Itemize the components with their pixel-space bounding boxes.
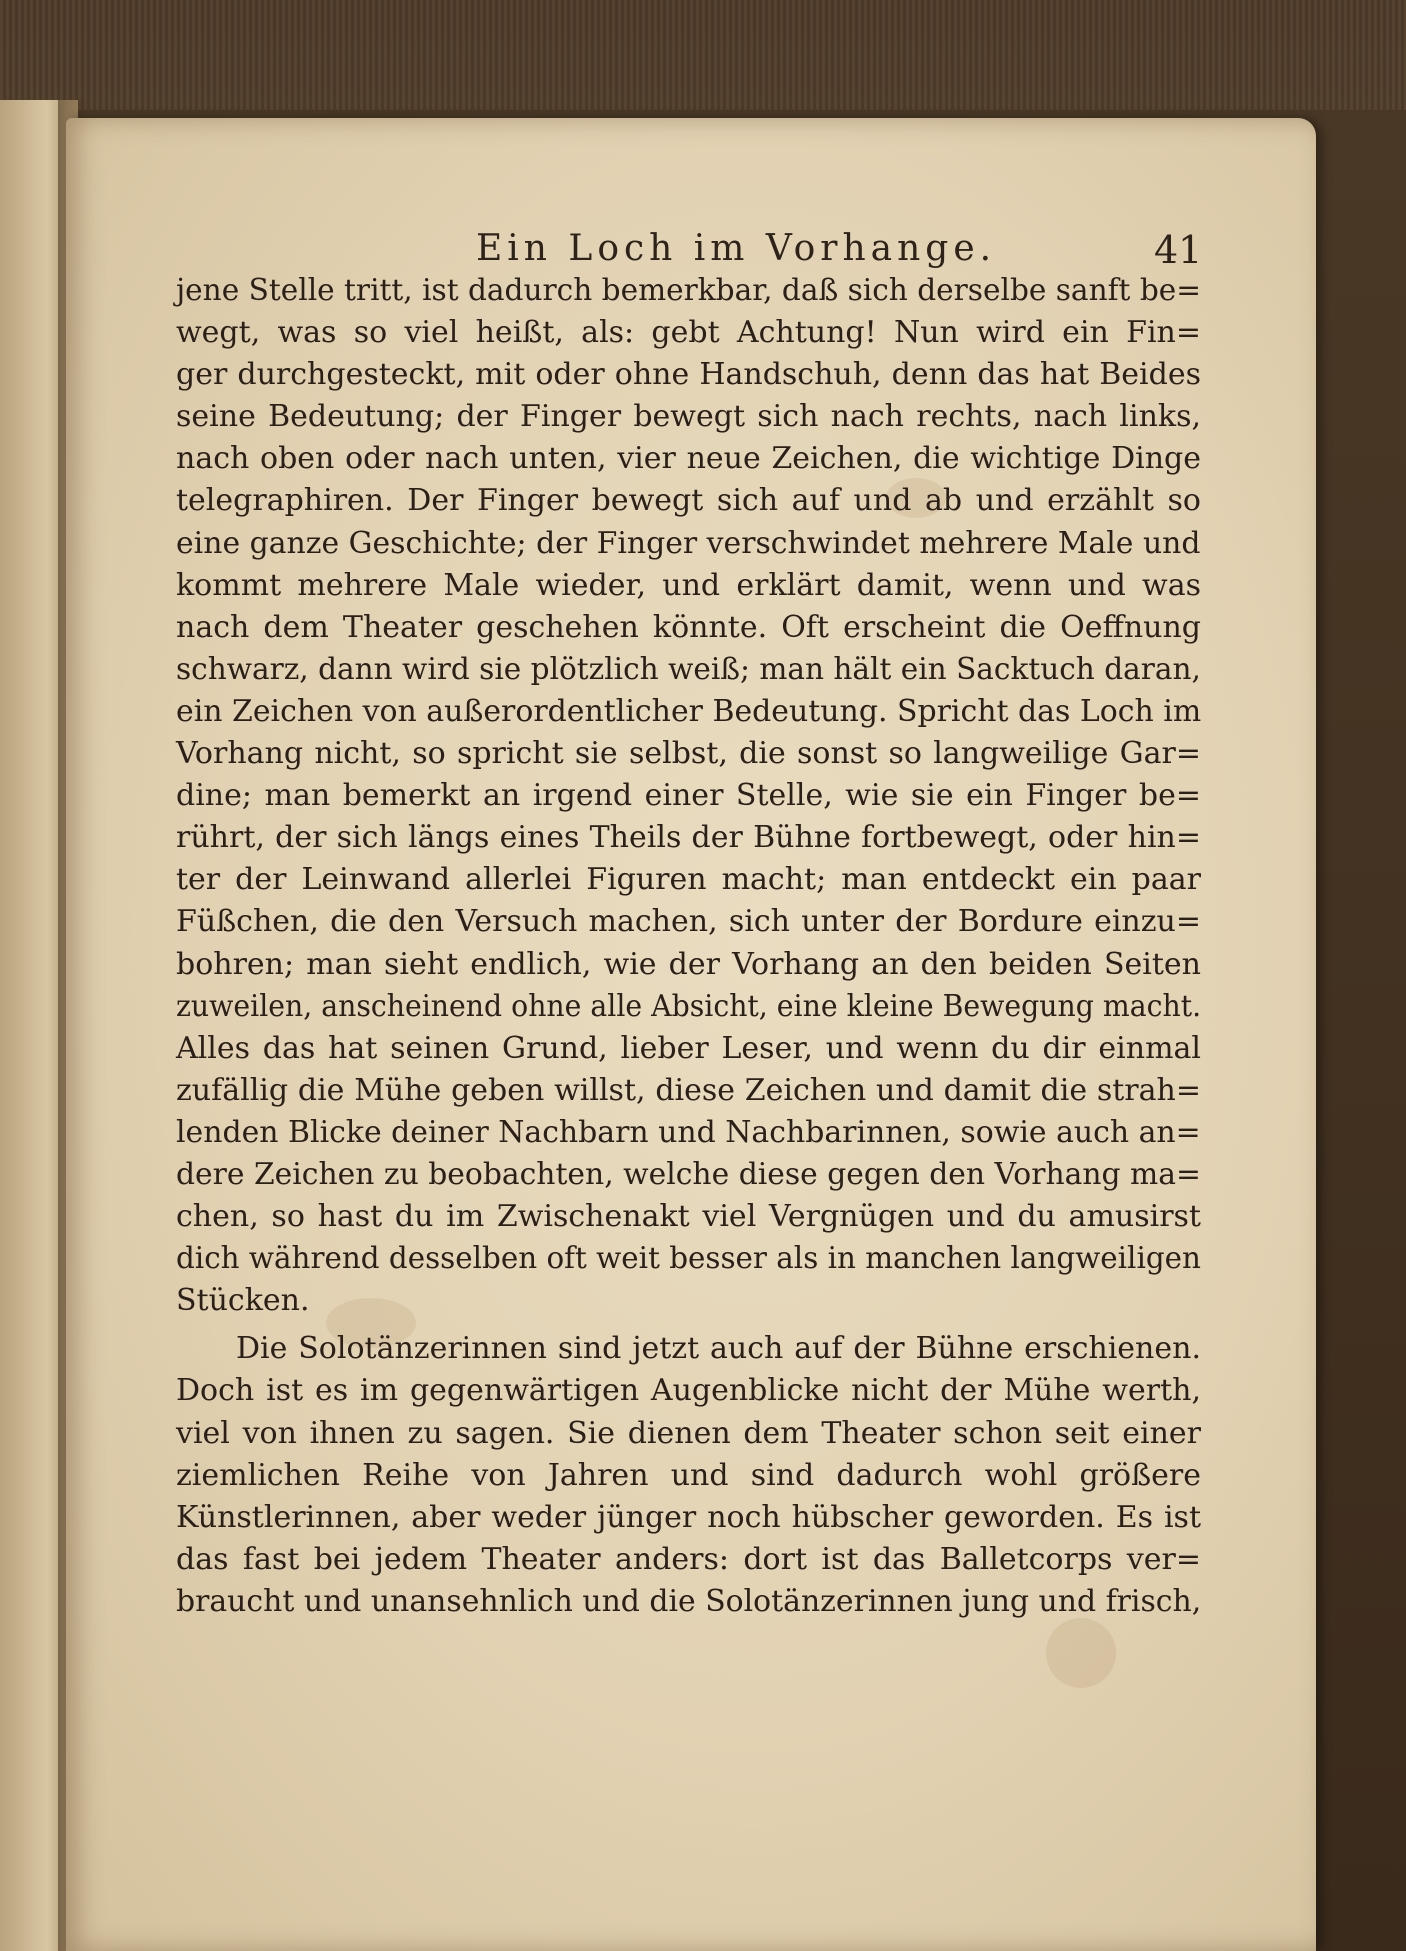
text-line: wegt, was so viel heißt, als: gebt Achtung! Nun wird ein Fin= <box>176 315 1201 351</box>
text-line: braucht und unansehnlich und die Solotänzerinnen jung und frisch, <box>176 1583 1202 1619</box>
running-title: Ein Loch im Vorhange. <box>476 228 997 269</box>
text-line: Die Solotänzerinnen sind jetzt auch auf der Bühne erschienen. <box>236 1331 1201 1367</box>
text-line: dich während desselben oft weit besser als in manchen langweiligen <box>176 1241 1201 1277</box>
text-line: schwarz, dann wird sie plötzlich weiß; man hält ein Sacktuch daran, <box>176 651 1201 687</box>
text-line: kommt mehrere Male wieder, und erklärt damit, wenn und was <box>176 567 1201 603</box>
text-line: telegraphiren. Der Finger bewegt sich auf und ab und erzählt so <box>176 483 1201 519</box>
text-line: Doch ist es im gegenwärtigen Augenblicke nicht der Mühe werth, <box>176 1373 1201 1409</box>
text-line: ter der Leinwand allerlei Figuren macht; man entdeckt ein paar <box>176 862 1201 898</box>
body-text <box>176 270 1201 1623</box>
text-line: zufällig die Mühe geben willst, diese Zeichen und damit die strah= <box>176 1072 1201 1108</box>
text-line: Alles das hat seinen Grund, lieber Leser, und wenn du dir einmal <box>176 1030 1201 1066</box>
text-line: eine ganze Geschichte; der Finger verschwindet mehrere Male und <box>176 525 1201 561</box>
text-line: viel von ihnen zu sagen. Sie dienen dem Theater schon seit einer <box>176 1415 1201 1451</box>
text-line: ger durchgesteckt, mit oder ohne Handschuh, denn das hat Beides <box>176 357 1201 393</box>
text-line: Füßchen, die den Versuch machen, sich unter der Bordure einzu= <box>176 904 1201 940</box>
paragraph <box>176 1328 1201 1623</box>
text-line: seine Bedeutung; der Finger bewegt sich nach rechts, nach links, <box>176 399 1201 435</box>
text-line: Stücken. <box>176 1283 310 1319</box>
text-line: rührt, der sich längs eines Theils der Bühne fortbewegt, oder hin= <box>176 820 1201 856</box>
text-line: bohren; man sieht endlich, wie der Vorhang an den beiden Seiten <box>176 946 1201 982</box>
text-line: ziemlichen Reihe von Jahren und sind dadurch wohl größere <box>176 1457 1201 1493</box>
book-page <box>66 118 1316 1951</box>
text-line: ein Zeichen von außerordentlicher Bedeutung. Spricht das Loch im <box>176 693 1202 729</box>
text-line: jene Stelle tritt, ist dadurch bemerkbar, daß sich derselbe sanft be= <box>176 273 1202 308</box>
text-line: chen, so hast du im Zwischenakt viel Vergnügen und du amusirst <box>176 1199 1201 1235</box>
text-line: dere Zeichen zu beobachten, welche diese gegen den Vorhang ma= <box>176 1156 1201 1192</box>
text-line: das fast bei jedem Theater anders: dort ist das Balletcorps ver= <box>176 1541 1201 1577</box>
text-line: nach dem Theater geschehen könnte. Oft erscheint die Oeffnung <box>176 609 1201 645</box>
text-line: dine; man bemerkt an irgend einer Stelle, wie sie ein Finger be= <box>176 778 1201 814</box>
text-line: lenden Blicke deiner Nachbarn und Nachbarinnen, sowie auch an= <box>176 1114 1201 1150</box>
text-line: Künstlerinnen, aber weder jünger noch hübscher geworden. Es ist <box>176 1499 1201 1535</box>
text-line: zuweilen, anscheinend ohne alle Absicht, eine kleine Bewegung macht. <box>176 988 1202 1024</box>
text-line: nach oben oder nach unten, vier neue Zeichen, die wichtige Dinge <box>176 441 1201 477</box>
paper-stain <box>1046 1618 1116 1688</box>
book-cloth-edge <box>0 0 1406 110</box>
page-number: 41 <box>1154 228 1203 272</box>
text-line: Vorhang nicht, so spricht sie selbst, die sonst so langweilige Gar= <box>176 736 1201 772</box>
paragraph <box>176 270 1201 1322</box>
